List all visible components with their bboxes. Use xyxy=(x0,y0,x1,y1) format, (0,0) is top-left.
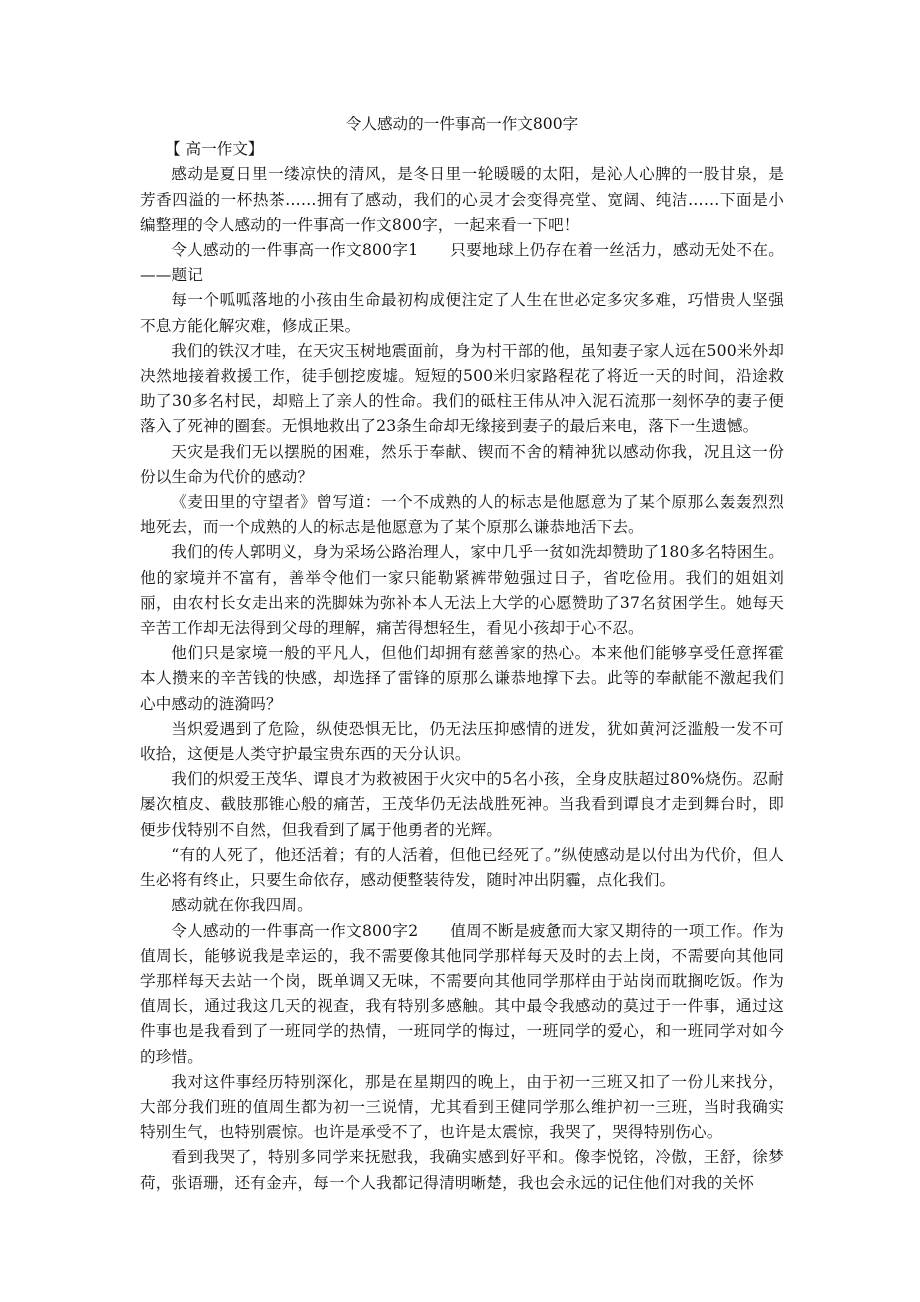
paragraph: 当炽爱遇到了危险，纵使恐惧无比，仍无法压抑感情的迸发，犹如黄河泛滥般一发不可收拾，这便是人类守护最宝贵东西的天分认识。 xyxy=(140,719,784,764)
paragraph: 我对这件事经历特别深化，那是在星期四的晚上，由于初一三班又扣了一份儿来找分，大部分我们班的值周生都为初一三说情，尤其看到王健同学那么维护初一三班，当时我确实特别生气，也特别震惊。也许是承受不了，也许是太震惊，我哭了，哭得特别伤心。 xyxy=(140,1072,784,1142)
paragraph: 每一个呱呱落地的小孩由生命最初构成便注定了人生在世必定多灾多难，巧惜贵人坚强不息方能化解灾难，修成正果。 xyxy=(140,291,784,335)
document-body xyxy=(140,112,784,1196)
paragraph: 令人感动的一件事高一作文800字2 值周不断是疲惫而大家又期待的一项工作。作为值周长，能够说我是幸运的，我不需要像其他同学那样每天及时的去上岗，不需要向其他同学那样每天去站一个岗，既单调又无味，不需要向其他同学那样由于站岗而耽搁吃饭。作为值周长，通过我这几天的视查，我有特别多感触。其中最令我感动的莫过于一件事，通过这件事也是我看到了一班同学的热情，一班同学的悔过，一班同学的爱心，和一班同学对如今的珍惜。 xyxy=(140,921,784,1066)
paragraph: “有的人死了，他还活着；有的人活着，但他已经死了。”纵使感动是以付出为代价，但人生必将有终止，只要生命依存，感动便整装待发，随时冲出阴霾，点化我们。 xyxy=(140,845,784,890)
paragraph: 令人感动的一件事高一作文800字1 只要地球上仍存在着一丝活力，感动无处不在。——题记 xyxy=(140,241,784,285)
paragraph: 《麦田里的守望者》曾写道：一个不成熟的人的标志是他愿意为了某个原那么轰轰烈烈地死去，而一个成熟的人的标志是他愿意为了某个原那么谦恭地活下去。 xyxy=(140,493,784,537)
paragraph: 感动是夏日里一缕凉快的清风，是冬日里一轮暖暖的太阳，是沁人心脾的一股甘泉，是芳香四溢的一杯热茶……拥有了感动，我们的心灵才会变得亮堂、宽阔、纯洁……下面是小编整理的令人感动的一件事高一作文800字，一起来看一下吧！ xyxy=(140,165,784,234)
document-title: 令人感动的一件事高一作文800字 xyxy=(345,115,579,133)
paragraph: 他们只是家境一般的平凡人，但他们却拥有慈善家的热心。本来他们能够享受任意挥霍本人攒来的辛苦钱的快感，却选择了雷锋的原那么谦恭地撑下去。此等的奉献能不激起我们心中感动的涟漪吗？ xyxy=(140,644,784,713)
paragraph: 感动就在你我四周。 xyxy=(171,896,313,915)
paragraph: 我们的传人郭明义，身为采场公路治理人，家中几乎一贫如洗却赞助了180多名特困生。他的家境并不富有，善举令他们一家只能勒紧裤带勉强过日子，省吃俭用。我们的姐姐刘丽，由农村长女走出来的洗脚妹为弥补本人无法上大学的心愿赞助了37名贫困学生。她每天辛苦工作却无法得到父母的理解，痛苦得想轻生，看见小孩却于心不忍。 xyxy=(140,543,784,638)
paragraph: 天灾是我们无以摆脱的困难，然乐于奉献、锲而不舍的精神犹以感动你我，况且这一份份以生命为代价的感动？ xyxy=(140,442,784,486)
paragraph: 我们的炽爱王茂华、谭良才为救被困于火灾中的5名小孩，全身皮肤超过80%烧伤。忍耐屡次植皮、截肢那锥心般的痛苦，王茂华仍无法战胜死神。当我看到谭良才走到舞台时，即便步伐特别不自然，但我看到了属于他勇者的光辉。 xyxy=(140,770,784,839)
category-label: 【 高一作文】 xyxy=(165,140,264,159)
paragraph: 看到我哭了，特别多同学来抚慰我，我确实感到好平和。像李悦铭，冷傲，王舒，徐梦荷，张语珊，还有金卉，每一个人我都记得清明晰楚，我也会永远的记住他们对我的关怀 xyxy=(140,1148,784,1192)
paragraph: 我们的铁汉才哇，在天灾玉树地震面前，身为村干部的他，虽知妻子家人远在500米外却决然地接着救援工作，徒手刨挖废墟。短短的500米归家路程花了将近一天的时间，沿途救助了30多名村民，却赔上了亲人的性命。我们的砥柱王伟从冲入泥石流那一刻怀孕的妻子便落入了死神的圈套。无惧地救出了23条生命却无缘接到妻子的最后来电，落下一生遗憾。 xyxy=(140,341,784,436)
